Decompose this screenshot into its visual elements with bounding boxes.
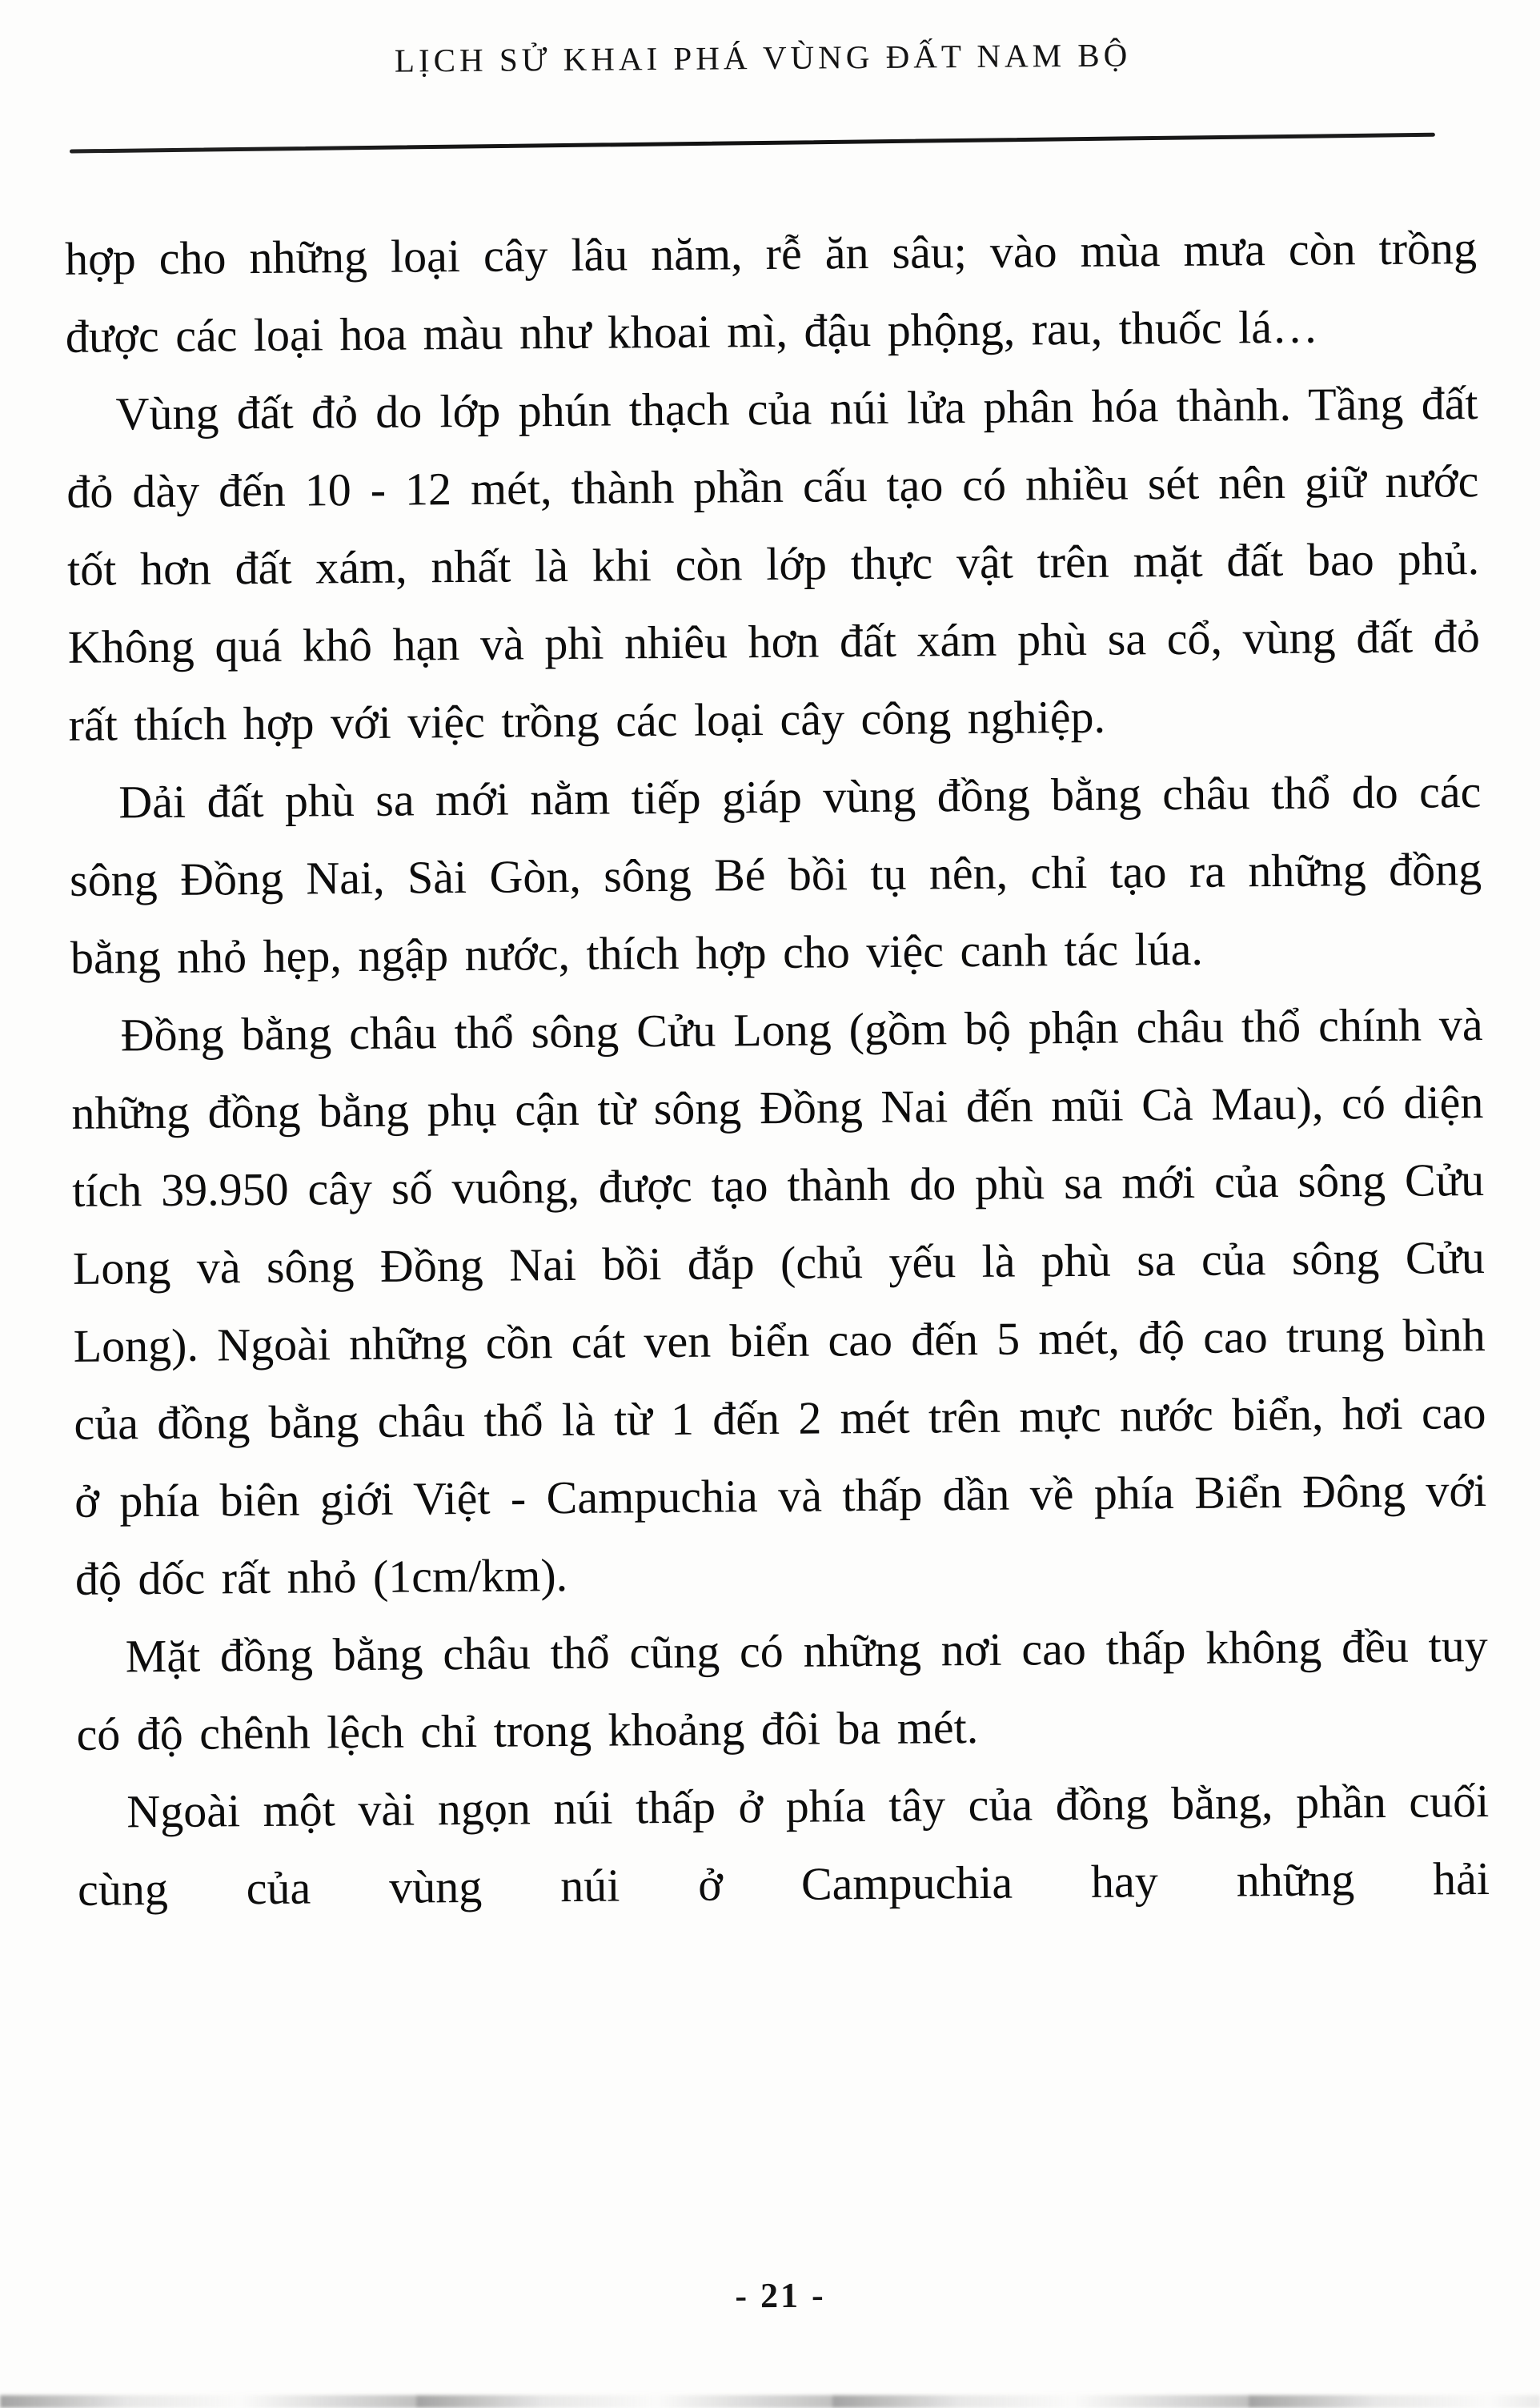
paragraph-continuation: hợp cho những loại cây lâu năm, rễ ăn sâu; vào mùa mưa còn trồng được các loại hoa màu như khoai mì, đậu phộng, rau, thuốc lá… <box>64 222 1478 363</box>
paragraph: Đồng bằng châu thổ sông Cửu Long (gồm bộ phận châu thổ chính và những đồng bằng phụ cận từ sông Đồng Nai đến mũi Cà Mau), có diện tích 39.950 cây số vuông, được tạo thành do phù sa mới của sông Cửu Long và sông Đồng Nai bồi đắp (chủ yếu là phù sa của sông Cửu Long). Ngoài những cồn cát ven biển cao đến 5 mét, độ cao trung bình của đồng bằng châu thổ là từ 1 đến 2 mét trên mực nước biển, hơi cao ở phía biên giới Việt - Campuchia và thấp dần về phía Biển Đông với độ dốc rất nhỏ (1cm/km). <box>71 998 1487 1605</box>
page-body-text <box>65 209 1490 1928</box>
scan-edge-artifact <box>0 2395 1540 2408</box>
paragraph: Vùng đất đỏ do lớp phún thạch của núi lửa phân hóa thành. Tầng đất đỏ dày đến 10 - 12 mét, thành phần cấu tạo có nhiều sét nên giữ nước tốt hơn đất xám, nhất là khi còn lớp thực vật trên mặt đất bao phủ. Không quá khô hạn và phì nhiêu hơn đất xám phù sa cổ, vùng đất đỏ rất thích hợp với việc trồng các loại cây công nghiệp. <box>66 377 1481 751</box>
paragraph: Mặt đồng bằng châu thổ cũng có những nơi cao thấp không đều tuy có độ chênh lệch chỉ trong khoảng đôi ba mét. <box>76 1619 1488 1760</box>
paragraph-cut-off-at-page-end: Ngoài một vài ngọn núi thấp ở phía tây của đồng bằng, phần cuối cùng của vùng núi ở Campuchia hay những hải <box>77 1774 1490 1916</box>
header-divider-rule <box>70 133 1435 154</box>
running-header-title: LỊCH SỬ KHAI PHÁ VÙNG ĐẤT NAM BỘ <box>394 36 1132 79</box>
paragraph: Dải đất phù sa mới nằm tiếp giáp vùng đồng bằng châu thổ do các sông Đồng Nai, Sài Gòn, sông Bé bồi tụ nên, chỉ tạo ra những đồng bằng nhỏ hẹp, ngập nước, thích hợp cho việc canh tác lúa. <box>69 765 1482 984</box>
page-number: - 21 - <box>735 2275 826 2316</box>
